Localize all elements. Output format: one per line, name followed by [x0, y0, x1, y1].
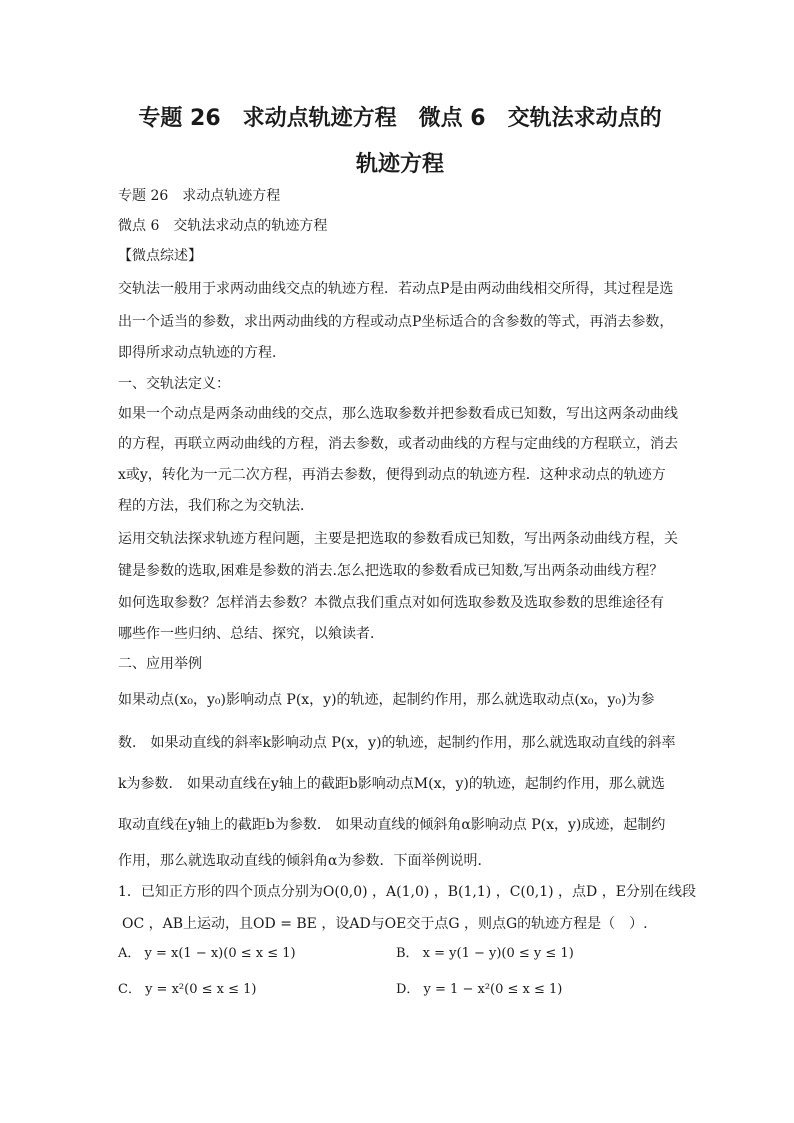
option-c[interactable]: C． y = x²(0 ≤ x ≤ 1): [118, 982, 257, 997]
topic-label: 专题 26 求动点轨迹方程: [118, 188, 281, 204]
option-a[interactable]: A． y = x(1 − x)(0 ≤ x ≤ 1): [118, 946, 296, 961]
section-2-line: 如果动点(x₀，y₀)影响动点 P(x，y)的轨迹，起制约作用，那么就选取动点(x₀，y₀)为参: [118, 692, 655, 708]
summary-heading: 【微点综述】: [118, 248, 202, 264]
title-line-1: 专题 26 求动点轨迹方程 微点 6 交轨法求动点的: [138, 106, 662, 131]
section-1-heading: 一、交轨法定义：: [118, 376, 230, 392]
section-1-line: 运用交轨法探求轨迹方程问题，主要是把选取的参数看成已知数，写出两条动曲线方程，关: [118, 531, 678, 547]
question-line-2: OC ，AB上运动，且OD = BE ，设AD与OE交于点G ，则点G的轨迹方程是（ ）.: [122, 916, 648, 932]
title-line-2: 轨迹方程: [355, 152, 444, 177]
section-1-line: 程的方法，我们称之为交轨法．: [118, 498, 314, 514]
intro-line: 交轨法一般用于求两动曲线交点的轨迹方程．若动点P是由两动曲线相交所得，其过程是选: [118, 281, 674, 297]
section-2-heading: 二、应用举例: [118, 656, 202, 672]
question-line-1: 1．已知正方形的四个顶点分别为O(0,0) ，A(1,0) ，B(1,1) ，C(0,1) ，点D ，E分别在线段: [118, 884, 696, 900]
section-1-line: 如果一个动点是两条动曲线的交点，那么选取参数并把参数看成已知数，写出这两条动曲线: [118, 406, 678, 422]
section-1-line: 的方程，再联立两动曲线的方程，消去参数，或者动曲线的方程与定曲线的方程联立，消去: [118, 436, 678, 452]
section-2-line: k为参数． 如果动直线在y轴上的截距b影响动点M(x，y)的轨迹，起制约作用，那么就选: [118, 776, 665, 792]
section-1-line: 哪些作一些归纳、总结、探究，以飨读者．: [118, 626, 384, 642]
intro-line: 即得所求动点轨迹的方程．: [118, 345, 286, 361]
section-2-line: 取动直线在y轴上的截距b为参数． 如果动直线的倾斜角α影响动点 P(x，y)成迹，起制约: [118, 817, 666, 833]
option-b[interactable]: B． x = y(1 − y)(0 ≤ y ≤ 1): [396, 946, 574, 961]
option-d[interactable]: D． y = 1 − x²(0 ≤ x ≤ 1): [396, 982, 563, 997]
page-title: [110, 96, 690, 188]
section-2-line: 作用，那么就选取动直线的倾斜角α为参数．下面举例说明．: [118, 853, 492, 869]
section-2-line: 数． 如果动直线的斜率k影响动点 P(x，y)的轨迹，起制约作用，那么就选取动直线的斜率: [118, 735, 676, 751]
intro-line: 出一个适当的参数，求出两动曲线的方程或动点P坐标适合的含参数的等式，再消去参数，: [118, 314, 674, 330]
section-1-line: x或y，转化为一元二次方程，再消去参数，便得到动点的轨迹方程．这种求动点的轨迹方: [118, 467, 666, 483]
section-1-line: 如何选取参数？怎样消去参数？本微点我们重点对如何选取参数及选取参数的思维途径有: [118, 595, 664, 611]
point-label: 微点 6 交轨法求动点的轨迹方程: [118, 218, 328, 234]
section-1-line: 键是参数的选取,困难是参数的消去.怎么把选取的参数看成已知数,写出两条动曲线方程？: [118, 563, 664, 579]
